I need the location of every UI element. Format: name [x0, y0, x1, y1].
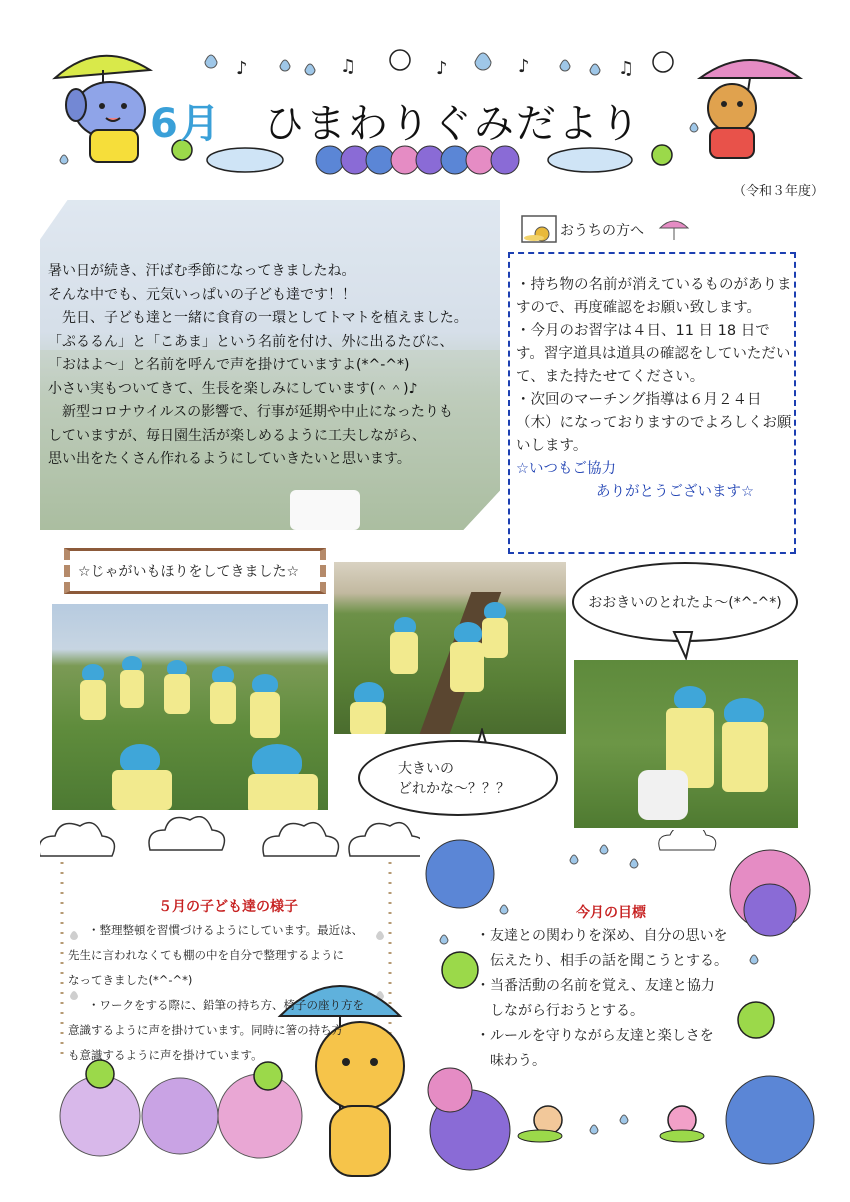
- newsletter-title: [150, 92, 642, 149]
- era-year-label: （令和３年度）: [732, 184, 824, 199]
- notice-list: [516, 274, 792, 504]
- may-line: 意識するように声を掛けています。同時に箸の持ち方: [68, 1023, 344, 1037]
- hydrangea-row-icon: [316, 146, 519, 174]
- svg-text:♪: ♪: [436, 58, 448, 79]
- may-line: ・整理整頓を習慣づけるようにしています。最近は、: [88, 923, 364, 937]
- bubble-tail: [672, 630, 698, 660]
- header-decoration: [0, 0, 850, 180]
- goal-line: ・当番活動の名前を覚え、友達と協力: [476, 978, 715, 994]
- umbrella-icon: [660, 221, 688, 240]
- potato-field-photo-3: [574, 660, 798, 828]
- intro-line: していますが、毎日園生活が楽しめるように工夫しながら、: [48, 427, 426, 444]
- may-line: なってきました(*^-^*): [68, 973, 193, 987]
- potato-field-photo-1: [52, 604, 328, 810]
- dog-umbrella-right-icon: [700, 60, 800, 158]
- notebook-snail-icon: [522, 216, 556, 242]
- speech-bubble-which-big-line1: 大きいの: [398, 761, 454, 777]
- goals-section-title: 今月の目標: [576, 905, 646, 921]
- may-line: 先生に言われなくても棚の中を自分で整理するように: [68, 948, 344, 962]
- intro-line: 先日、子ども達と一緒に食育の一環としてトマトを植えました。: [48, 310, 468, 326]
- may-section-body: [68, 918, 398, 1068]
- intro-line: 小さい実もついてきて、生長を楽しみにしています(＾＾)♪: [48, 380, 418, 397]
- potato-digging-label: [64, 548, 326, 594]
- goal-line: しながら行おうとする。: [476, 1003, 644, 1019]
- notice-heading-text: おうちの方へ: [560, 223, 644, 239]
- intro-message: [48, 260, 498, 472]
- goal-line: 伝えたり、相手の話を聞こうとする。: [476, 953, 728, 969]
- intro-line: 「ぷるるん」と「こあま」という名前を付け、外に出るたびに、: [48, 333, 454, 350]
- class-name-title: ひまわりぐみだより: [263, 101, 642, 147]
- dog-umbrella-left-icon: [55, 56, 150, 162]
- may-line: ・ワークをする際に、鉛筆の持ち方、椅子の座り方を: [88, 998, 364, 1012]
- may-section-title: ５月の子ども達の様子: [158, 899, 298, 915]
- goals-section-body: [476, 924, 776, 1074]
- potato-field-photo-2: [334, 562, 566, 734]
- intro-line: 「おはよ～」と名前を呼んで声を掛けていますよ(*^-^*): [48, 357, 410, 373]
- svg-text:♪: ♪: [236, 58, 248, 79]
- goal-line: 味わう。: [476, 1053, 546, 1069]
- svg-text:♫: ♫: [618, 58, 635, 79]
- intro-line: そんな中でも、元気いっぱいの子ども達です！！: [48, 286, 356, 303]
- month-label: 6月: [150, 101, 222, 147]
- intro-line: 新型コロナウイルスの影響で、行事が延期や中止になったりも: [48, 404, 453, 420]
- notice-item: ・今月のお習字は４日、11 日 18 日です。習字道具は道具の確認をしていただいて、また持たせてください。: [516, 323, 791, 385]
- intro-line: 暑い日が続き、汗ばむ季節になってきましたね。: [48, 263, 356, 279]
- notice-item: ・持ち物の名前が消えているものがありますので、再度確認をお願い致します。: [516, 277, 792, 316]
- svg-text:♫: ♫: [340, 56, 357, 77]
- snail-icon: [518, 1106, 704, 1142]
- goal-line: ・ルールを守りながら友達と楽しさを: [476, 1028, 714, 1044]
- speech-bubble-which-big: [358, 740, 558, 816]
- speech-bubble-which-big-line2: どれかな～？？？: [398, 781, 510, 797]
- notice-heading: [520, 214, 700, 244]
- cloud-icon: [40, 817, 420, 856]
- potato-digging-text: ☆じゃがいもほりをしてきました☆: [78, 564, 300, 580]
- notice-item: ・次回のマーチング指導は６月２４日（木）になっておりますのでよろしくお願いします。: [516, 392, 792, 454]
- intro-line: 思い出をたくさん作れるようにしていきたいと思います。: [48, 451, 411, 467]
- svg-text:♪: ♪: [518, 56, 530, 77]
- thanks-line-2: ありがとうございます☆: [596, 484, 754, 500]
- may-line: も意識するように声を掛けています。: [68, 1048, 263, 1062]
- thanks-line-1: ☆いつもご協力: [516, 461, 616, 477]
- goal-line: ・友達との関わりを深め、自分の思いを: [476, 928, 728, 944]
- speech-bubble-big-one-text: おおきいのとれたよ～(*^-^*): [588, 595, 782, 611]
